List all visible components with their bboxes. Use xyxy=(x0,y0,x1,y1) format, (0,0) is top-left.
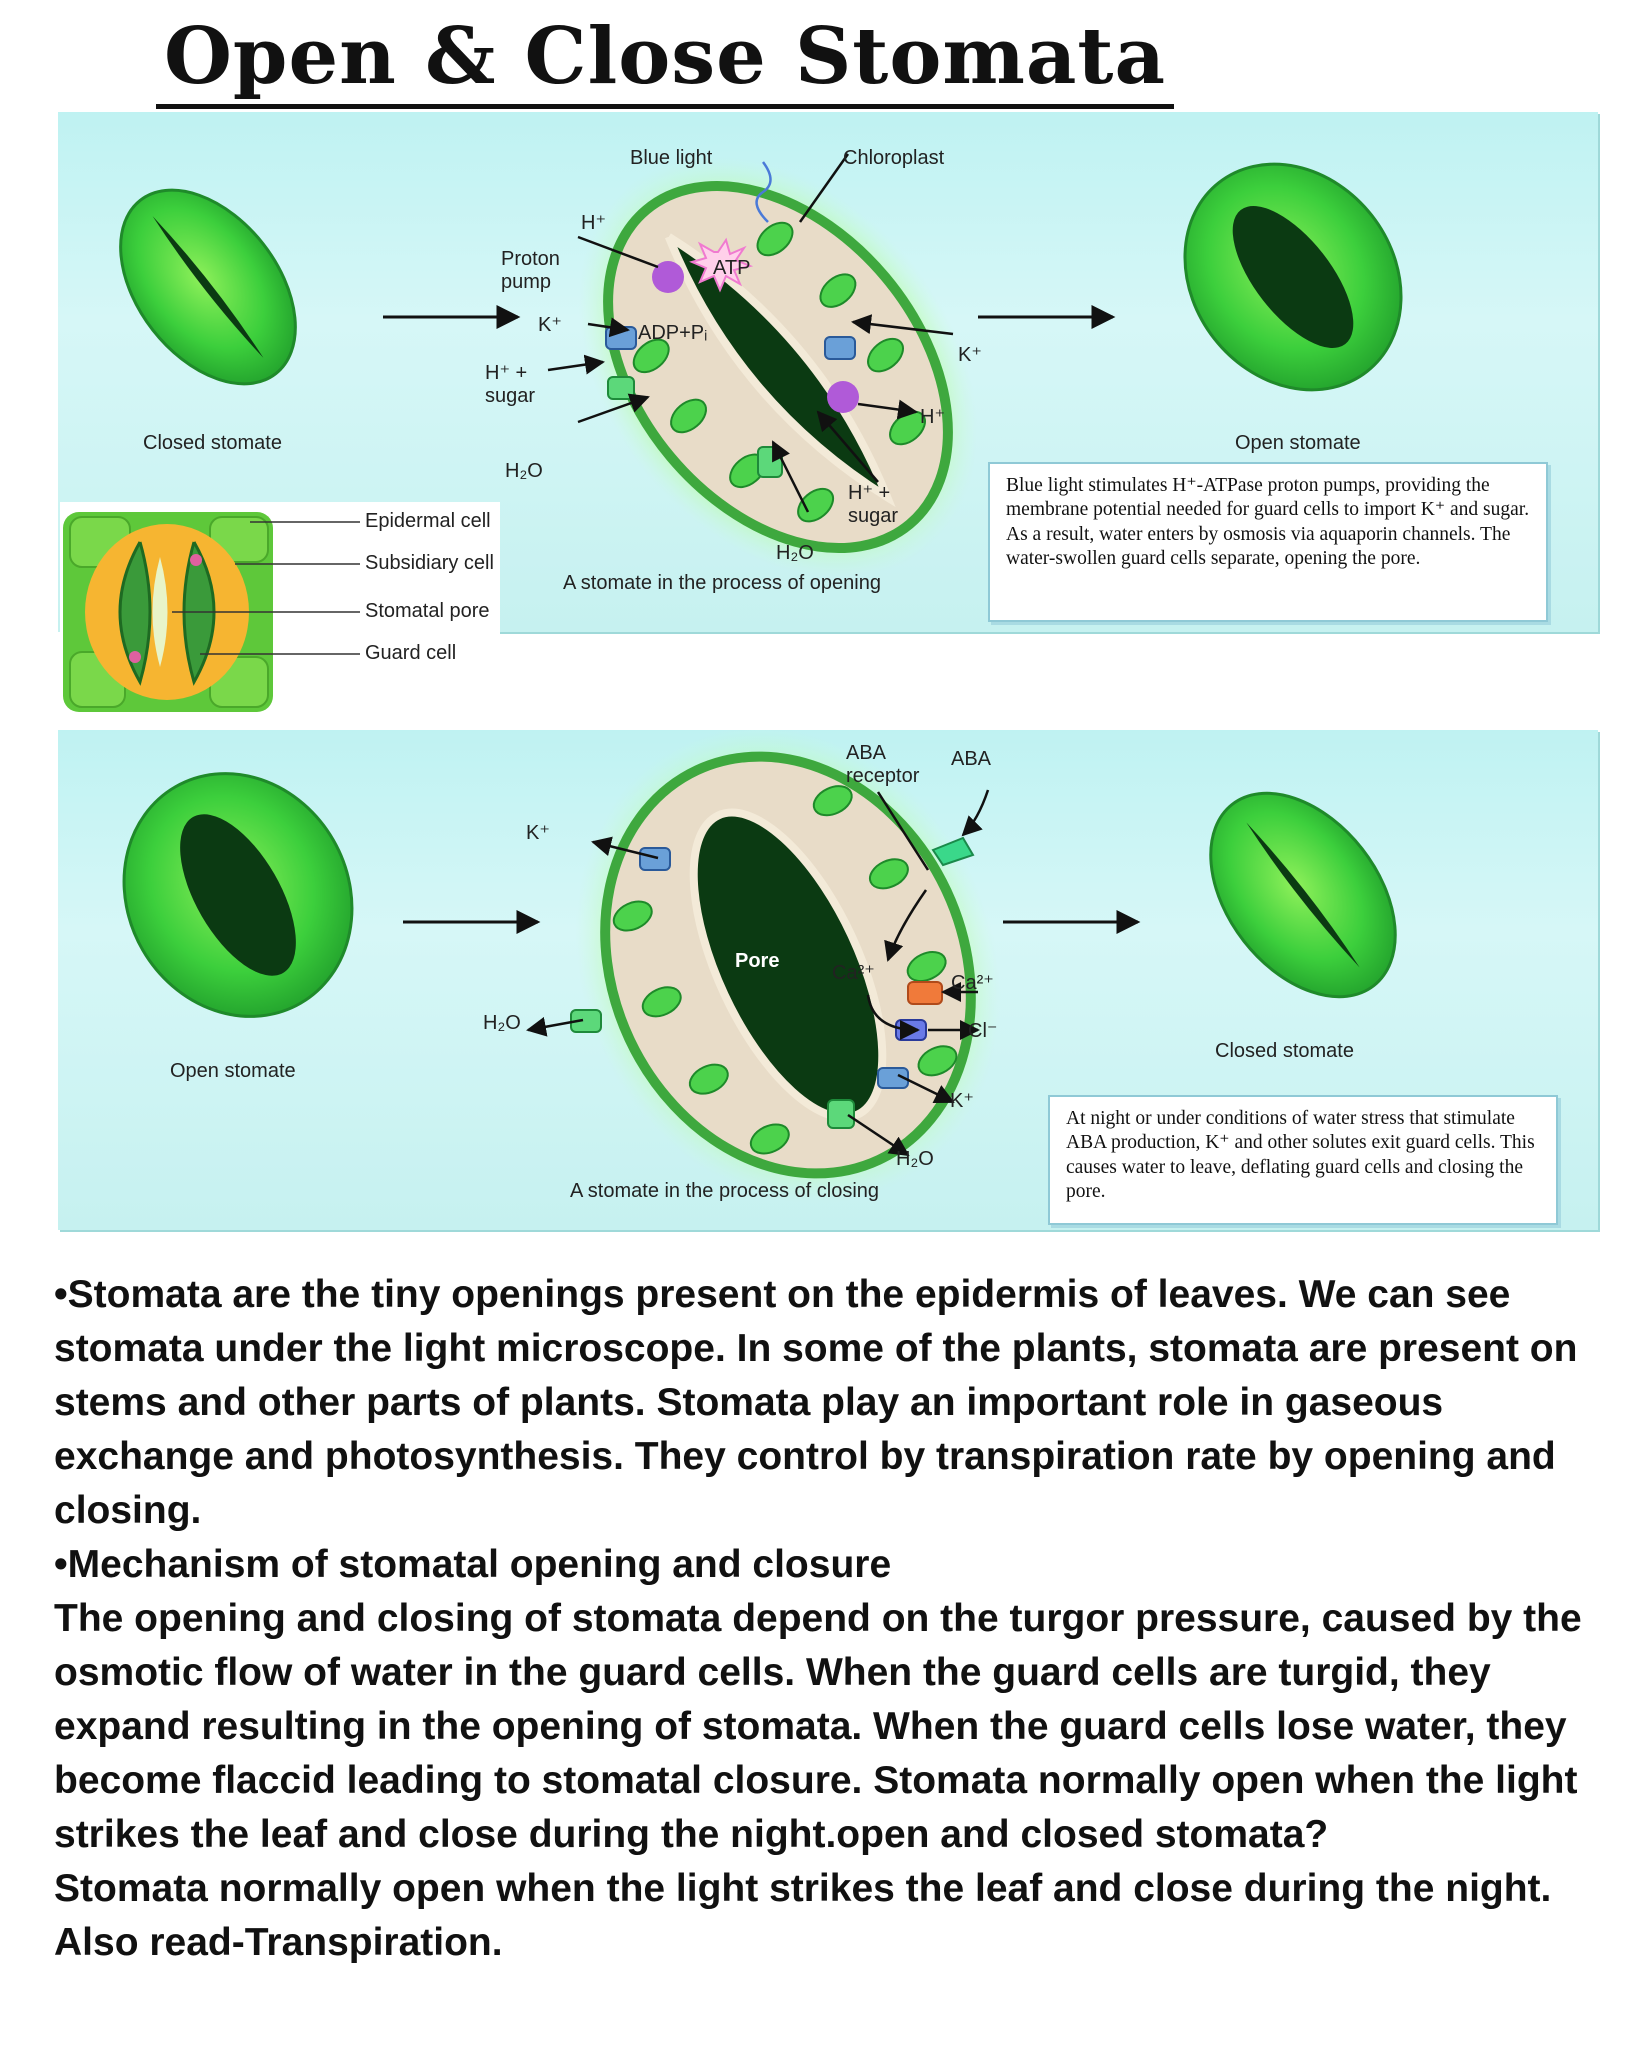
h-sugar-left-label: H⁺ + sugar xyxy=(485,362,536,407)
proton-pump-label: Proton pump xyxy=(501,248,560,293)
paragraph-heading: •Mechanism of stomatal opening and closure xyxy=(54,1543,892,1586)
opening-note: Blue light stimulates H⁺-ATPase proton pumps, providing the membrane potential needed for guard cells to import K⁺ and sugar. As a result, water enters by osmosis via aquaporin channels. The water-swollen guard cells separate, opening the pore. xyxy=(988,462,1548,622)
paragraph-intro: •Stomata are the tiny openings present on the epidermis of leaves. We can see stomata under the light microscope. In some of the plants, stomata are present on stems and other parts of plants. Stomata play an important role in gaseous exchange and photosynthesis. They control by transpiration rate by opening and closing. xyxy=(54,1273,1578,1532)
k-plus-left-label: K⁺ xyxy=(538,314,562,336)
chloroplast-label: Chloroplast xyxy=(843,147,945,169)
adp-pi-label: ADP+Pᵢ xyxy=(638,322,708,344)
closing-note: At night or under conditions of water stress that stimulate ABA production, K⁺ and other solutes exit guard cells. This causes water to leave, deflating guard cells and closing the pore. xyxy=(1048,1095,1558,1225)
closing-caption: A stomate in the process of closing xyxy=(570,1180,880,1202)
h-plus-label: H⁺ xyxy=(581,212,606,234)
aba-label: ABA xyxy=(951,748,992,770)
stomatal-pore-label: Stomatal pore xyxy=(365,600,490,622)
open-stomate-label: Open stomate xyxy=(170,1060,296,1082)
article-body xyxy=(54,1268,1614,1970)
k-plus-right-label: K⁺ xyxy=(958,344,982,366)
k-plus-bottom-label: K⁺ xyxy=(950,1090,974,1112)
h2o-left-label: H₂O xyxy=(483,1012,521,1034)
paragraph-summary: Stomata normally open when the light strikes the leaf and close during the night. Also read-Transpiration. xyxy=(54,1867,1552,1964)
pore-label: Pore xyxy=(735,950,780,972)
h-sugar-bottom-label: H⁺ + sugar xyxy=(848,482,899,527)
ca-outer-label: Ca²⁺ xyxy=(951,972,994,994)
epidermal-cell-label: Epidermal cell xyxy=(365,510,491,532)
closed-stomate-label: Closed stomate xyxy=(1215,1040,1354,1062)
page-title: Open & Close Stomata xyxy=(0,18,1330,96)
h2o-left-label: H₂O xyxy=(505,460,543,482)
cl-label: Cl⁻ xyxy=(968,1020,998,1042)
closed-stomate-label: Closed stomate xyxy=(143,432,282,454)
h-plus-right-label: H⁺ xyxy=(920,406,945,428)
subsidiary-cell-label: Subsidiary cell xyxy=(365,552,494,574)
open-stomate-image xyxy=(1140,121,1445,433)
leaf-epidermis-inset xyxy=(60,502,500,734)
open-stomate-label: Open stomate xyxy=(1235,432,1361,454)
paragraph-mechanism: The opening and closing of stomata depend on the turgor pressure, caused by the osmotic flow of water in the guard cells. When the guard cells are turgid, they expand resulting in the opening of stomata. When the guard cells lose water, they become flaccid leading to stomatal closure. Stomata normally open when the light strikes the leaf and close during the night.open and closed stomata? xyxy=(54,1597,1582,1856)
closing-diagram-panel xyxy=(58,730,1598,1230)
closed-stomate-image xyxy=(85,157,331,417)
opening-caption: A stomate in the process of opening xyxy=(563,572,881,594)
ca-inner-label: Ca²⁺ xyxy=(832,962,875,984)
h2o-bottom-label: H₂O xyxy=(896,1148,934,1170)
h2o-bottom-label: H₂O xyxy=(776,542,814,564)
blue-light-label: Blue light xyxy=(630,147,713,169)
atp-label: ATP xyxy=(713,257,751,279)
closed-stomate-image xyxy=(1173,758,1433,1032)
aba-receptor-label: ABA receptor xyxy=(846,742,920,787)
guard-cell-label: Guard cell xyxy=(365,642,457,664)
k-plus-top-label: K⁺ xyxy=(526,822,550,844)
open-stomate-image xyxy=(80,732,396,1059)
